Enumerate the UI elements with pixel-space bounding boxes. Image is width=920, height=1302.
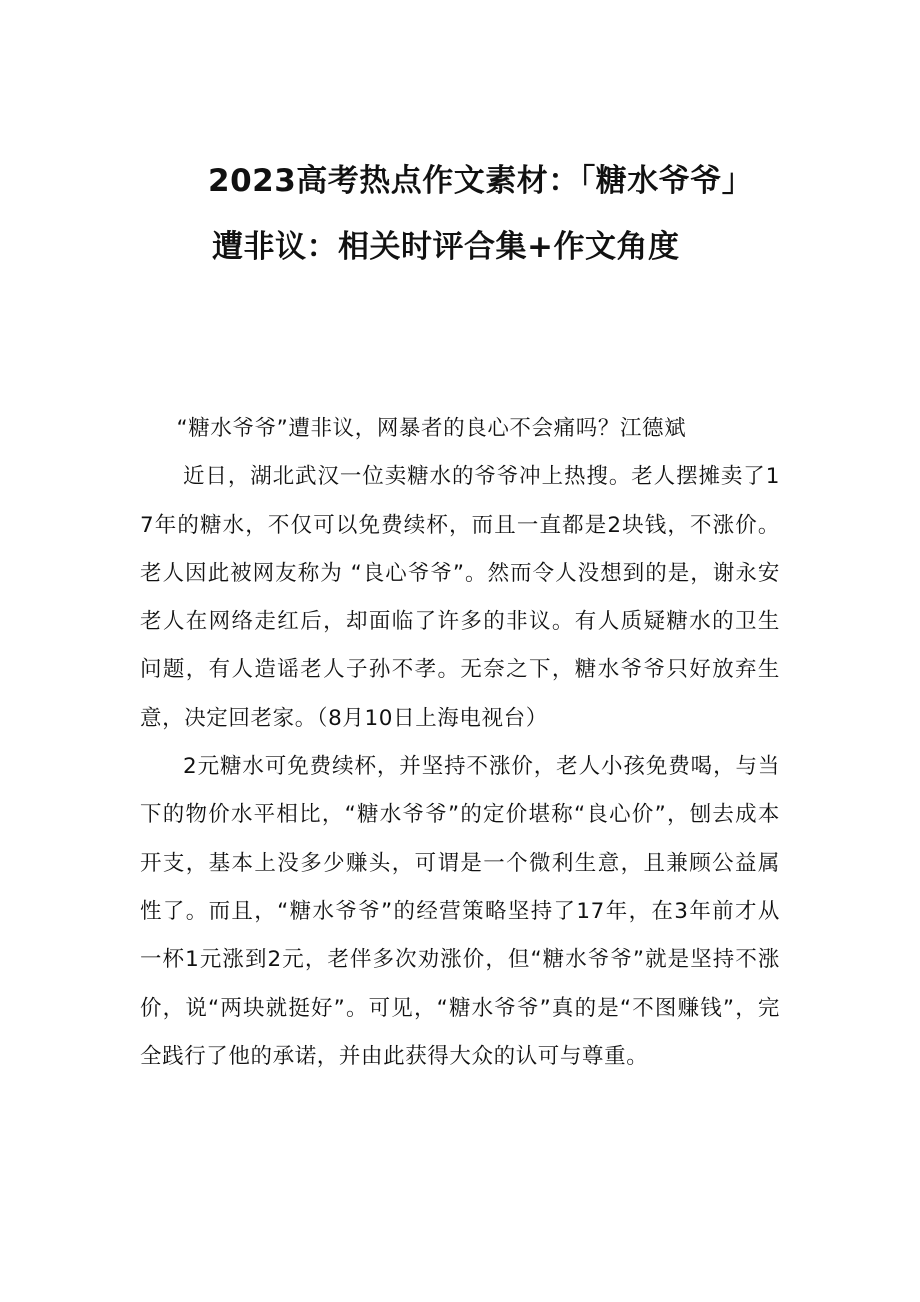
article-subtitle: “糖水爷爷”遭非议，网暴者的良心不会痛吗？江德斌 xyxy=(176,416,687,441)
article-body xyxy=(140,405,780,1081)
paragraph: 2元糖水可免费续杯，并坚持不涨价，老人小孩免费喝，与当下的物价水平相比，“糖水爷爷”的定价堪称“良心价”，刨去成本开支，基本上没多少赚头，可谓是一个微利生意，且兼顾公益属性了。而且，“糖水爷爷”的经营策略坚持了17年，在3年前才从一杯1元涨到2元，老伴多次劝涨价，但“糖水爷爷”就是坚持不涨价，说“两块就挺好”。可见，“糖水爷爷”真的是“不图赚钱”，完全践行了他的承诺，并由此获得大众的认可与尊重。 xyxy=(140,754,780,1069)
title-line-2: 遭非议：相关时评合集+作文角度 xyxy=(212,229,680,265)
document-title xyxy=(140,148,840,280)
title-line-1: 2023高考热点作文素材：「糖水爷爷」 xyxy=(208,163,754,199)
paragraph: 近日，湖北武汉一位卖糖水的爷爷冲上热搜。老人摆摊卖了17年的糖水，不仅可以免费续杯，而且一直都是2块钱，不涨价。老人因此被网友称为 “良心爷爷”。然而令人没想到的是，谢永安老人在网络走红后，却面临了许多的非议。有人质疑糖水的卫生问题，有人造谣老人子孙不孝。无奈之下，糖水爷爷只好放弃生意，决定回老家。（8月10日上海电视台） xyxy=(140,464,780,731)
